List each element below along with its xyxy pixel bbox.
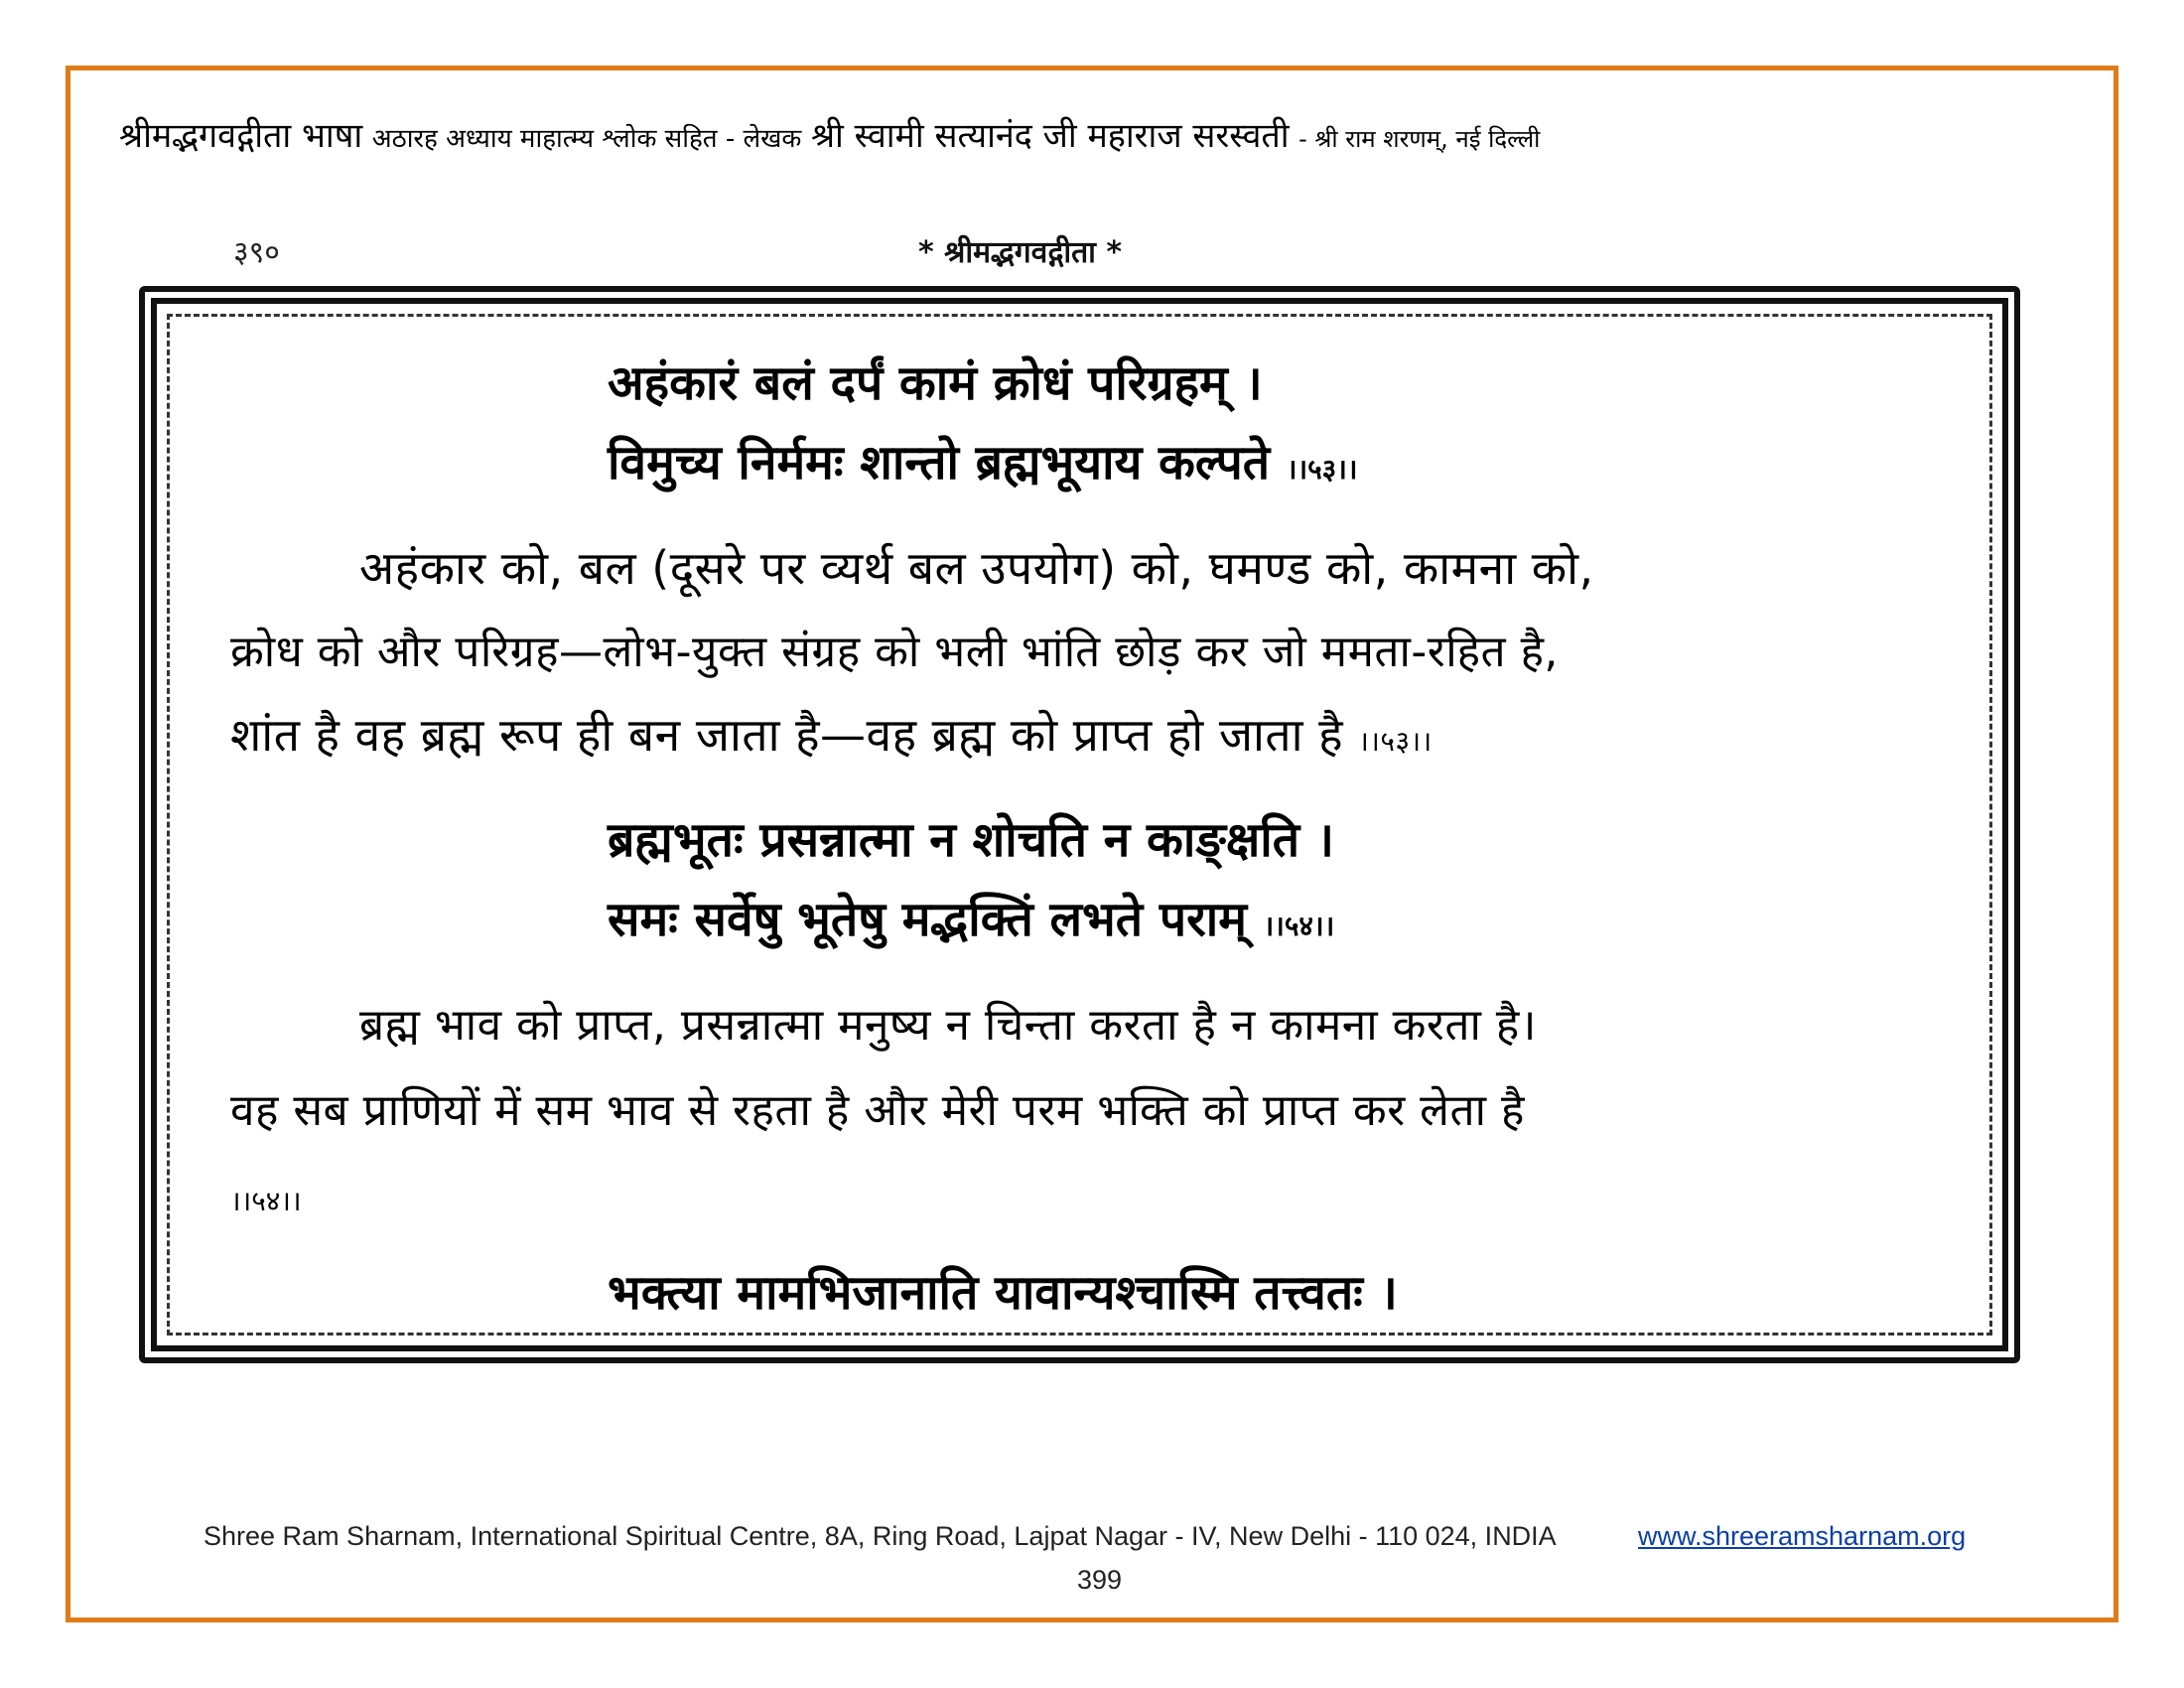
translation-53-line-3 (230, 703, 1433, 765)
translation-53-line-3-text: शांत है वह ब्रह्म रूप ही बन जाता है—वह ब्रह्म को प्राप्त हो जाता है (230, 708, 1344, 762)
verse-54-number: ।।५४।। (1263, 910, 1335, 942)
verse-55-line-1: भक्त्या मामभिजानाति यावान्यश्चास्मि तत्त्वतः । (608, 1265, 1398, 1321)
header-book-title: श्रीमद्भगवद्गीता भाषा (119, 116, 363, 156)
header-publisher: - श्री राम शरणम्, नई दिल्ली (1298, 125, 1541, 153)
translation-53-line-1: अहंकार को, बल (दूसरे पर व्यर्थ बल उपयोग) को, घमण्ड को, कामना को, (359, 541, 1594, 595)
website-link[interactable]: www.shreeramsharnam.org (1638, 1521, 1967, 1551)
verse-54-line-2-text: समः सर्वेषु भूतेषु मद्भक्तिं लभते पराम् (608, 892, 1247, 947)
verse-53-line-2-text: विमुच्य निर्ममः शान्तो ब्रह्मभूयाय कल्पते (608, 435, 1271, 491)
translation-53-number: ।।५३।। (1358, 725, 1433, 758)
translation-53-line-2: क्रोध को और परिग्रह—लोभ-युक्त संग्रह को भली भांति छोड़ कर जो ममता-रहित है, (230, 627, 1559, 677)
verse-53-line-2 (608, 429, 1357, 493)
translation-54-number: ।।५४।। (230, 1185, 302, 1217)
translation-54-line-1: ब्रह्म भाव को प्राप्त, प्रसन्नात्मा मनुष्य न चिन्ता करता है न कामना करता है। (359, 1000, 1537, 1051)
footer-page-number: 399 (1077, 1565, 1123, 1595)
verse-53-number: ।।५३।। (1286, 453, 1358, 486)
header-subtitle: अठारह अध्याय माहात्म्य श्लोक सहित - लेखक (371, 124, 802, 154)
translation-54-line-2: वह सब प्राणियों में सम भाव से रहता है और मेरी परम भक्ति को प्राप्त कर लेता है (230, 1085, 1525, 1136)
header-author: श्री स्वामी सत्यानंद जी महाराज सरस्वती (810, 116, 1290, 156)
verse-54-line-2 (608, 886, 1334, 950)
scan-running-title: * श्रीमद्भगवद्गीता * (918, 235, 1123, 270)
footer-address: Shree Ram Sharnam, International Spiritual Centre, 8A, Ring Road, Lajpat Nagar - IV, New Delhi - 110 024, INDIA (204, 1521, 1557, 1551)
verse-53-line-1: अहंकारं बलं दर्पं कामं क्रोधं परिग्रहम् । (608, 355, 1263, 411)
verse-54-line-1: ब्रह्मभूतः प्रसन्नात्मा न शोचति न काङ्क्षति । (608, 812, 1334, 868)
scan-page-number: ३९० (233, 235, 280, 270)
